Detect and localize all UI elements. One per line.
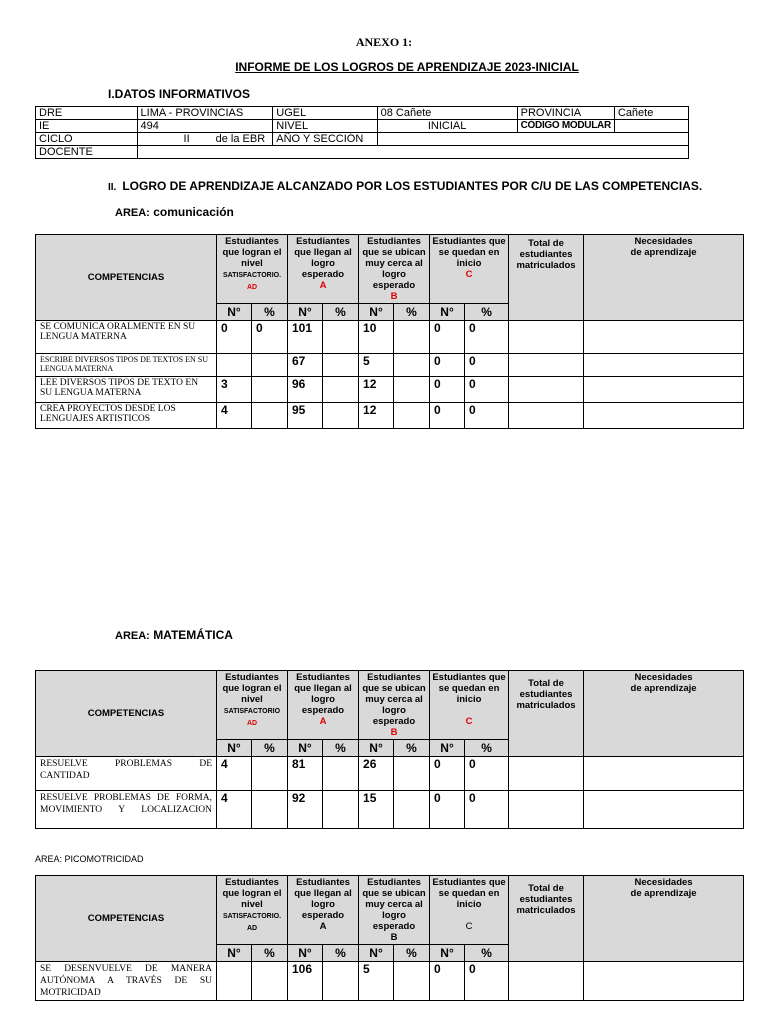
nivel-label: NIVEL [273,120,377,133]
a-num-header: N° [288,740,323,757]
b-count: 10 [359,321,394,354]
ad-count [217,962,252,1001]
b-pct-header: % [394,945,430,962]
competency-name: SE COMUNICA ORALMENTE EN SU LENGUA MATERNA [36,321,217,354]
table-row [36,403,744,429]
ad-count [217,354,252,377]
a-header: Estudiantes que llegan al logro esperado A [288,671,359,740]
a-header: Estudiantes que llegan al logro esperado A [288,235,359,304]
ad-percent: 0 [252,321,288,354]
c-header: Estudiantes que se quedan en inicio C [430,876,509,945]
a-percent [323,757,359,791]
total-header: Total de estudiantes matriculados [509,235,584,321]
needs-text [584,962,744,1001]
a-percent [323,403,359,429]
section2-num: II. [108,182,117,193]
b-percent [394,321,430,354]
b-percent [394,403,430,429]
a-percent [323,377,359,403]
c-percent: 0 [465,321,509,354]
b-percent [394,962,430,1001]
c-header: Estudiantes que se quedan en inicio C [430,671,509,740]
a-num-header: N° [288,304,323,321]
total-count [509,403,584,429]
area2-title: AREA: MATEMÁTICA [115,628,233,642]
competencias-header: COMPETENCIAS [36,876,217,962]
ad-count: 4 [217,757,252,791]
table-row [36,962,744,1001]
c-percent: 0 [465,791,509,829]
a-percent [323,791,359,829]
needs-text [584,791,744,829]
a-pct-header: % [323,304,359,321]
ad-pct-header: % [252,304,288,321]
a-percent [323,354,359,377]
ad-num-header: N° [217,304,252,321]
section2-title: II. LOGRO DE APRENDIZAJE ALCANZADO POR LOS ESTUDIANTES POR C/U DE LAS COMPETENCIAS. [108,179,703,193]
c-count: 0 [430,354,465,377]
ad-count: 4 [217,791,252,829]
ugel-value: 08 Cañete [377,107,517,120]
needs-header: Necesidades de aprendizaje [584,876,744,962]
c-num-header: N° [430,304,465,321]
c-count: 0 [430,962,465,1001]
ad-header: Estudiantes que logran el nivel SATISFACTORIO. AD [217,876,288,945]
area3-table [35,875,744,1001]
competency-name: LEE DIVERSOS TIPOS DE TEXTO EN SU LENGUA MATERNA [36,377,217,403]
a-pct-header: % [323,945,359,962]
ugel-label: UGEL [273,107,377,120]
b-count: 5 [359,962,394,1001]
ad-percent [252,962,288,1001]
ad-pct-header: % [252,945,288,962]
c-num-header: N° [430,740,465,757]
ad-count: 3 [217,377,252,403]
total-header: Total de estudiantes matriculados [509,671,584,757]
b-count: 5 [359,354,394,377]
seccion-value [377,133,688,146]
area1-title: AREA: comunicación [115,205,234,219]
competency-name: RESUELVE PROBLEMAS DE FORMA, MOVIMIENTO Y LOCALIZACION [36,791,217,829]
b-percent [394,791,430,829]
total-count [509,321,584,354]
c-pct-header: % [465,740,509,757]
competencias-header: COMPETENCIAS [36,235,217,321]
b-num-header: N° [359,304,394,321]
report-title: INFORME DE LOS LOGROS DE APRENDIZAJE 2023-INICIAL [235,60,579,74]
competency-name: CREA PROYECTOS DESDE LOS LENGUAJES ARTISTICOS [36,403,217,429]
total-header: Total de estudiantes matriculados [509,876,584,962]
ciclo-label: CICLO [36,133,138,146]
b-count: 15 [359,791,394,829]
info-table [35,106,689,159]
b-count: 12 [359,377,394,403]
provincia-label: PROVINCIA [517,107,614,120]
a-count: 95 [288,403,323,429]
b-pct-header: % [394,304,430,321]
b-percent [394,377,430,403]
needs-text [584,757,744,791]
competency-name: RESUELVE PROBLEMAS DE CANTIDAD [36,757,217,791]
c-header: Estudiantes que se quedan en inicio C [430,235,509,304]
needs-text [584,377,744,403]
ad-header: Estudiantes que logran el nivel SATISFACTORIO. AD [217,235,288,304]
b-num-header: N° [359,740,394,757]
ad-percent [252,354,288,377]
dre-label: DRE [36,107,138,120]
ad-header: Estudiantes que logran el nivel SATISFACTORIO AD [217,671,288,740]
b-pct-header: % [394,740,430,757]
area3-title: AREA: PICOMOTRICIDAD [35,854,144,864]
codigo-value [614,120,688,133]
ad-num-header: N° [217,945,252,962]
c-percent: 0 [465,757,509,791]
total-count [509,962,584,1001]
competency-name: ESCRIBE DIVERSOS TIPOS DE TEXTOS EN SU LENGUA MATERNA [36,354,217,377]
a-header: Estudiantes que llegan al logro esperado A [288,876,359,945]
total-count [509,791,584,829]
b-num-header: N° [359,945,394,962]
ad-percent [252,403,288,429]
ad-pct-header: % [252,740,288,757]
a-num-header: N° [288,945,323,962]
c-count: 0 [430,377,465,403]
ciclo-cell [137,133,273,146]
area1-table [35,234,744,429]
b-percent [394,354,430,377]
ie-value: 494 [137,120,273,133]
a-count: 101 [288,321,323,354]
needs-header: Necesidades de aprendizaje [584,235,744,321]
b-count: 12 [359,403,394,429]
table-row [36,791,744,829]
c-percent: 0 [465,377,509,403]
nivel-value: INICIAL [377,120,517,133]
ad-count: 4 [217,403,252,429]
a-count: 92 [288,791,323,829]
ad-num-header: N° [217,740,252,757]
needs-text [584,354,744,377]
c-percent: 0 [465,403,509,429]
a-pct-header: % [323,740,359,757]
ie-label: IE [36,120,138,133]
competencias-header: COMPETENCIAS [36,671,217,757]
c-num-header: N° [430,945,465,962]
b-header: Estudiantes que se ubican muy cerca al logro esperado B [359,671,430,740]
c-percent: 0 [465,962,509,1001]
a-percent [323,962,359,1001]
b-count: 26 [359,757,394,791]
table-row [36,757,744,791]
competency-name: SE DESENVUELVE DE MANERA AUTÓNOMA A TRAVÉS DE SU MOTRICIDAD [36,962,217,1001]
ad-count: 0 [217,321,252,354]
total-count [509,354,584,377]
ad-percent [252,377,288,403]
table-row [36,321,744,354]
ciclo-suffix: de la EBR [215,133,266,145]
ciclo-value: II [183,133,190,145]
section1-title: I.DATOS INFORMATIVOS [108,87,251,101]
provincia-value: Cañete [614,107,688,120]
table-row [36,354,744,377]
table-row [36,377,744,403]
a-percent [323,321,359,354]
seccion-label: AÑO Y SECCIÓN [273,133,377,146]
needs-text [584,321,744,354]
b-percent [394,757,430,791]
c-count: 0 [430,757,465,791]
a-count: 81 [288,757,323,791]
needs-text [584,403,744,429]
dre-value: LIMA - PROVINCIAS [137,107,273,120]
c-pct-header: % [465,945,509,962]
c-count: 0 [430,321,465,354]
docente-label: DOCENTE [36,146,138,159]
ad-percent [252,757,288,791]
b-header: Estudiantes que se ubican muy cerca al logro esperado B [359,235,430,304]
b-header: Estudiantes que se ubican muy cerca al logro esperado B [359,876,430,945]
area2-table [35,670,744,829]
needs-header: Necesidades de aprendizaje [584,671,744,757]
a-count: 106 [288,962,323,1001]
total-count [509,377,584,403]
docente-value [137,146,688,159]
codigo-label: CÓDIGO MODULAR [517,120,614,133]
annex-title: ANEXO 1: [355,35,413,49]
c-percent: 0 [465,354,509,377]
ad-percent [252,791,288,829]
total-count [509,757,584,791]
c-pct-header: % [465,304,509,321]
a-count: 96 [288,377,323,403]
c-count: 0 [430,791,465,829]
a-count: 67 [288,354,323,377]
c-count: 0 [430,403,465,429]
